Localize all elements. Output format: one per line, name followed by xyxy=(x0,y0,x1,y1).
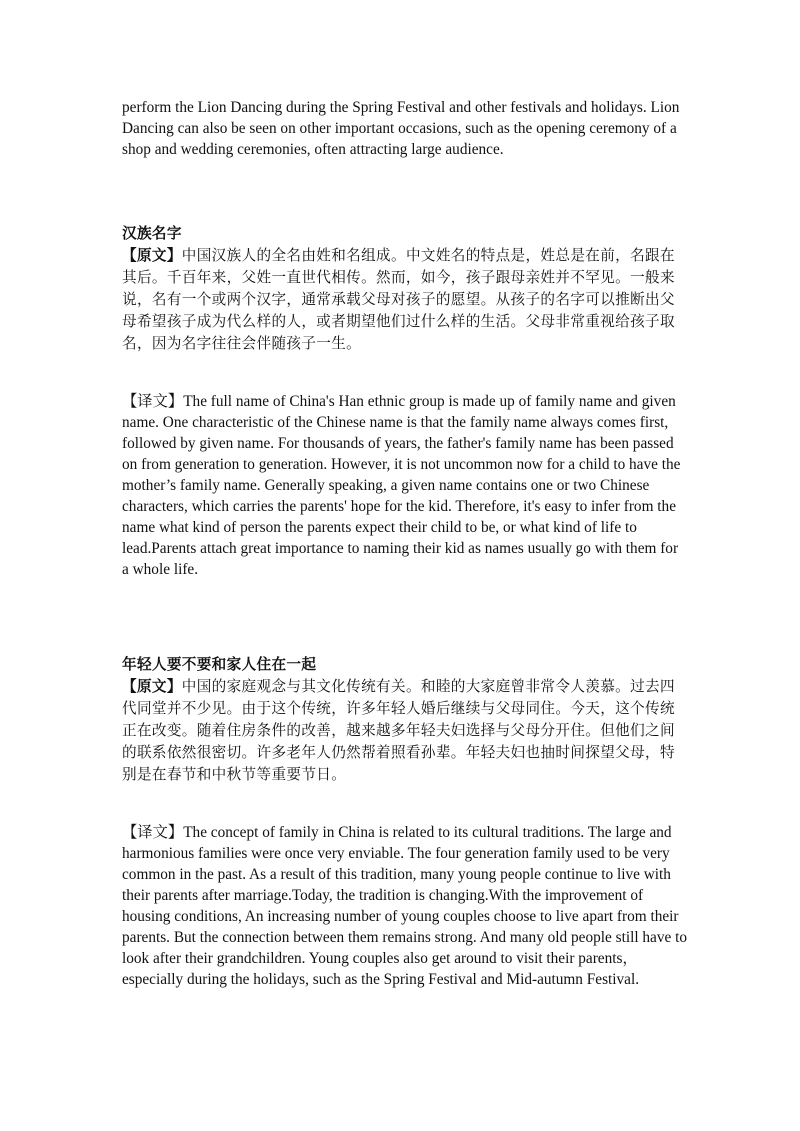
section-1-translation xyxy=(122,391,688,580)
section-2-original-tag: 【原文】 xyxy=(122,678,182,695)
section-2-translation-text: The concept of family in China is related to its cultural traditions. The large and harmonious families were once very enviable. The four generation family used to be very common in the past. As a result of this tradition, many young people continue to live with their parents after marriage.Today, the tradition is changing.With the improvement of housing conditions, An increasing number of young couples choose to live apart from their parents. But the connection between them remains strong. And many old people still have to look after their grandchildren. Young couples also get around to visit their parents，especially during the holidays, such as the Spring Festival and Mid-autumn Festival. xyxy=(122,824,688,988)
section-1-original xyxy=(122,223,688,355)
section-1-translation-text: The full name of China's Han ethnic group is made up of family name and given name. One characteristic of the Chinese name is that the family name always comes first, followed by given name. For thousands of years, the father's family name has been passed on from generation to generation. However, it is not uncommon now for a child to have the mother’s family name. Generally speaking, a given name contains one or two Chinese characters, which carries the parents' hope for the kid. Therefore, it's easy to infer from the name what kind of person the parents expect their child to be, or what kind of life to lead.Parents attach great importance to naming their kid as names usually go with them for a whole life. xyxy=(122,393,681,578)
intro-text: perform the Lion Dancing during the Spring Festival and other festivals and holidays. Lion Dancing can also be seen on other important occasions, such as the opening ceremony of a shop and wedding ceremonies, often attracting large audience. xyxy=(122,99,680,158)
section-2-title: 年轻人要不要和家人住在一起 xyxy=(122,656,317,673)
section-1-original-tag: 【原文】 xyxy=(122,247,182,264)
section-1-original-text: 中国汉族人的全名由姓和名组成。中文姓名的特点是，姓总是在前，名跟在其后。千百年来，父姓一直世代相传。然而，如今，孩子跟母亲姓并不罕见。一般来说，名有一个或两个汉字，通常承载父母对孩子的愿望。从孩子的名字可以推断出父母希望孩子成为代么样的人，或者期望他们过什么样的生活。父母非常重视给孩子取名，因为名字往往会伴随孩子一生。 xyxy=(122,247,675,352)
section-2-translation-tag: 【译文】 xyxy=(122,823,184,841)
section-1-title: 汉族名字 xyxy=(122,225,182,242)
intro-paragraph xyxy=(122,97,688,160)
section-2-original xyxy=(122,654,688,786)
section-2-translation xyxy=(122,822,688,990)
section-1-translation-tag: 【译文】 xyxy=(122,392,184,410)
section-2-original-text: 中国的家庭观念与其文化传统有关。和睦的大家庭曾非常令人羡慕。过去四代同堂并不少见。由于这个传统，许多年轻人婚后继续与父母同住。今天，这个传统正在改变。随着住房条件的改善，越来越多年轻夫妇选择与父母分开住。但他们之间的联系依然很密切。许多老年人仍然帮着照看孙辈。年轻夫妇也抽时间探望父母，特别是在春节和中秋节等重要节日。 xyxy=(122,678,675,783)
